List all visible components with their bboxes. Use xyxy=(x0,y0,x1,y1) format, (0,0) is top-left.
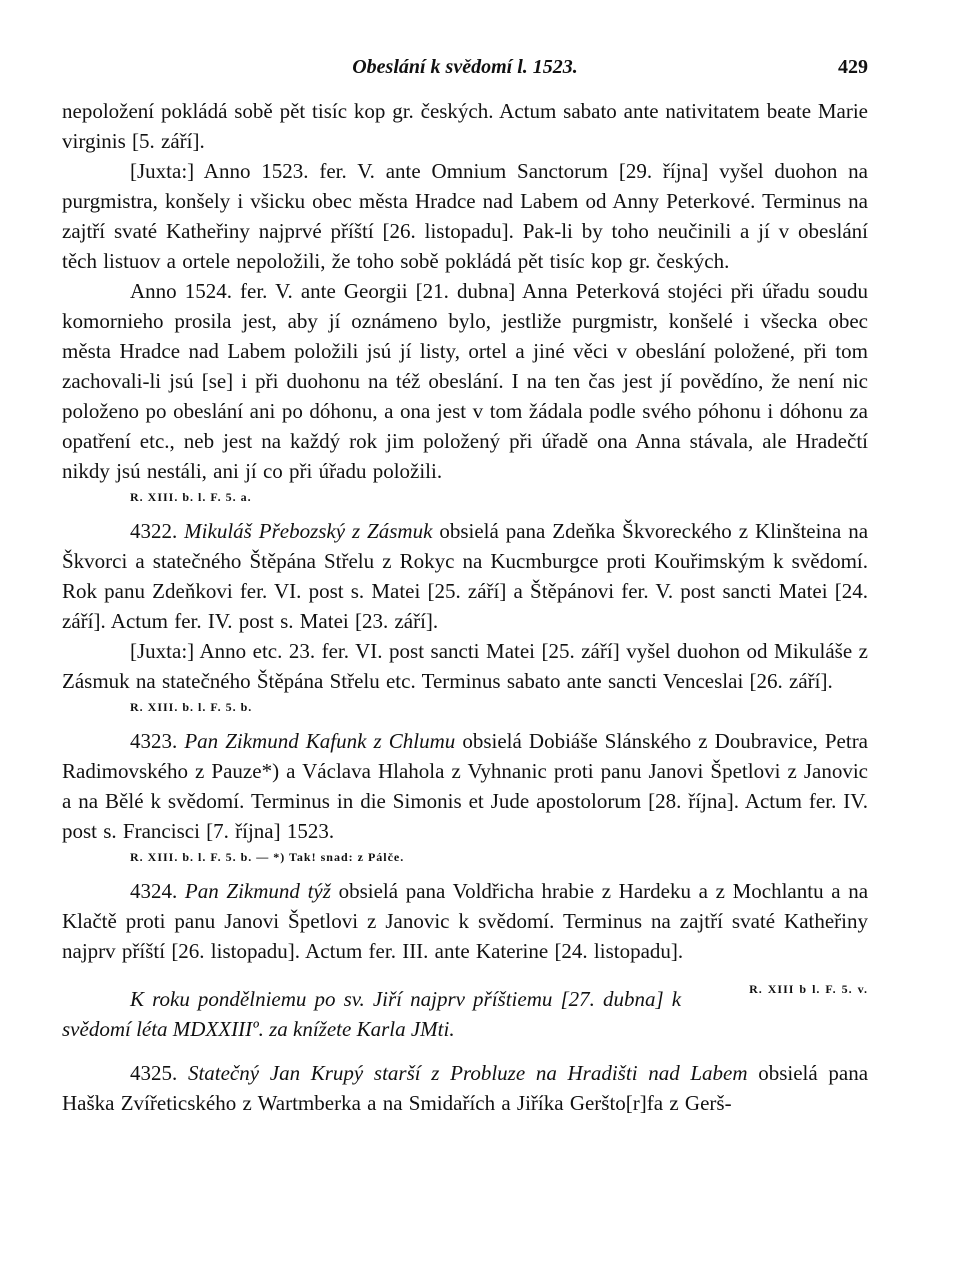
paragraph-anno-1524 xyxy=(62,276,868,486)
entry-text: obsielá Dobiáše Slánského z Doubravice, Petra Radimovského z Pauze*) a Václava Hlahola z Vyhnanic proti panu Janovi Špetlovi z Janovic a na Bělé k svědomí. xyxy=(62,729,869,813)
entry-person-name: Pan Zikmund týž xyxy=(184,879,331,903)
entry-text: Mikuláše z Zásmuk na statečného Štěpána Střelu etc. Terminus sabato ante sancti Venceslai [26. září]. xyxy=(62,639,868,693)
archive-reference: R. XIII. b. l. F. 5. b. xyxy=(130,700,253,714)
running-header xyxy=(62,56,868,96)
paragraph-text: Anno 1524. fer. V. ante Georgii [21. dubna] xyxy=(130,279,516,303)
section-heading: K roku pondělniemu po sv. Jiří najprv příštiemu [27. dubna] k svědomí léta MDXXIIIº. za knížete Karla JMti. xyxy=(62,987,682,1041)
paragraph-juxta xyxy=(62,156,868,276)
entry-text: obsielá pana Haška Zvířeticského z Wartmberka a na Smidařích a Jiříka Geršto[r]fa z Gerš- xyxy=(62,1061,869,1115)
entry-person-name: Statečný Jan Krupý starší z Probluze na Hradišti nad Labem xyxy=(187,1061,748,1085)
entry-4322-juxta xyxy=(62,636,868,696)
paragraph-text: Pak-li by toho neučinili a jí v obeslání těch listuov a ortele nepoložili, že toho sobě pokládá pět tisíc kop gr. českých. xyxy=(62,219,868,273)
entry-person-name: Mikuláš Přebozský z Zásmuk xyxy=(184,519,433,543)
entry-text: Štěpána Střelu z Rokyc na Kucmburgce proti Kouřimským k svědomí. xyxy=(249,549,869,573)
entry-4325 xyxy=(62,1058,868,1118)
paragraph-continuation xyxy=(62,96,868,156)
entry-text: [Juxta:] Anno etc. 23. fer. VI. post sancti Matei [25. září] vyšel duohon od xyxy=(130,639,768,663)
entry-number: 4325. xyxy=(130,1061,178,1085)
paragraph-text: [Juxta:] Anno 1523. fer. V. ante Omnium Sanctorum [29. října] vyšel duohon na purgmistra, konšely i všicku obec města Hradce nad Labem od Anny Peterkové. Terminus na zajtří svaté Katheřiny najprvé příští [26. listopadu]. xyxy=(62,159,868,243)
entry-number: 4322. xyxy=(130,519,178,543)
entry-4322 xyxy=(62,516,868,636)
entry-text: obsielá pana Zdeňka Škvoreckého z Klinšteina na Škvorci a statečného xyxy=(62,519,869,573)
paragraph-text: nepoložení pokládá sobě pět tisíc kop gr. českých. Actum sabato ante nativitatem beate Marie virginis [5. září]. xyxy=(62,99,868,153)
entry-number: 4324. xyxy=(130,879,178,903)
entry-text: Rok panu Zdeňkovi fer. VI. post s. Matei [25. září] a Štěpánovi fer. V. post sancti Matei [24. září]. Actum fer. IV. post s. Matei [23. září]. xyxy=(62,579,868,633)
page-number: 429 xyxy=(838,56,868,78)
entry-4324 xyxy=(62,876,869,996)
entry-text: Terminus in die Simonis et Jude apostolorum [28. října]. Actum fer. IV. post s. Francisci [7. října] 1523. xyxy=(62,789,868,843)
running-title: Obeslání k svědomí l. 1523. xyxy=(352,56,578,78)
paragraph-text: Anna Peterková stojéci při úřadu soudu komornieho prosila jest, aby jí oznámeno bylo, jestliže purgmistr, konšelé i všecka obec města Hradce nad Labem položili jsú jí listy, ortel a jiné věci v obeslání položené, při tom zachovali-li jsú [se] i při duohonu na též obeslání. xyxy=(62,279,868,393)
archive-reference: R. XIII b l. F. 5. v. xyxy=(749,982,868,996)
paragraph-text: I na ten čas jest jí povědíno, že není nic položeno po obeslání ani po dóhonu, a ona jest v tom žádala podle svého póhonu i dóhonu za opatření etc., neb jest na každý rok jim položený při úřadě ona Anna stávala, ale Hradečtí nikdy jsú nestáli, ani jí co při úřadu položili. xyxy=(62,369,869,483)
entry-text: Terminus na zajtří svaté Katheřiny najprv příští [26. listopadu]. Actum fer. III. ante Katerine [24. listopadu]. xyxy=(62,909,868,963)
entry-4323 xyxy=(62,726,868,846)
entry-number: 4323. xyxy=(130,729,178,753)
archive-reference-with-footnote: R. XIII. b. l. F. 5. b. — *) Tak! snad: z Pálče. xyxy=(130,850,405,864)
entry-person-name: Pan Zikmund Kafunk z Chlumu xyxy=(184,729,456,753)
entry-text: obsielá pana Voldřicha hrabie z Hardeku a z Mochlantu a na Klačtě proti panu Janovi Špetlovi z Janovic k svědomí. xyxy=(62,879,869,933)
archive-reference: R. XIII. b. l. F. 5. a. xyxy=(130,490,252,504)
